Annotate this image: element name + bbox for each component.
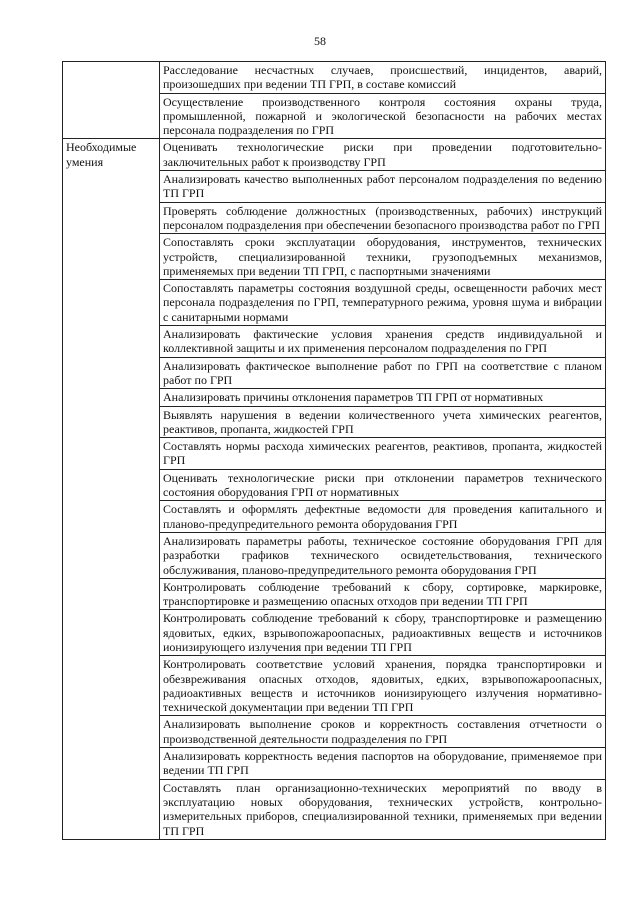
table-row [63,62,606,94]
row-text-cell: Выявлять нарушения в ведении количественного учета химических реагентов, реактивов, пропанта, жидкостей ГРП [160,406,606,438]
row-text-cell: Анализировать корректность ведения паспортов на оборудование, применяемое при ведении ТП ГРП [160,748,606,780]
row-text-cell: Сопоставлять параметры состояния воздушной среды, освещенности рабочих мест персонала подразделения по ГРП, температурного режима, уровня шума и вибрации с санитарными нормами [160,280,606,326]
row-text-cell: Контролировать соблюдение требований к сбору, сортировке, маркировке, транспортировке и размещению опасных отходов при ведении ТП ГРП [160,578,606,610]
table-row [63,139,606,171]
row-text-cell: Контролировать соблюдение требований к сбору, транспортировке и размещению ядовитых, едких, взрывопожароопасных, радиоактивных веществ и источников ионизирующего излучения при ведении ТП ГРП [160,610,606,656]
row-text-cell: Проверять соблюдение должностных (производственных, рабочих) инструкций персоналом подразделения при обеспечении безопасного производства работ по ГРП [160,202,606,234]
row-text-cell: Оценивать технологические риски при отклонении параметров технического состояния оборудования ГРП от нормативных [160,469,606,501]
row-text-cell: Осуществление производственного контроля состояния охраны труда, промышленной, пожарной и экологической безопасности на рабочих местах персонала подразделения по ГРП [160,93,606,139]
row-text-cell: Расследование несчастных случаев, происшествий, инцидентов, аварий, произошедших при ведении ТП ГРП, в составе комиссий [160,62,606,94]
requirements-table-body [63,62,606,840]
row-text-cell: Составлять нормы расхода химических реагентов, реактивов, пропанта, жидкостей ГРП [160,438,606,470]
row-text-cell: Оценивать технологические риски при проведении подготовительно-заключительных работ к производству ГРП [160,139,606,171]
page-number: 58 [314,34,326,48]
row-text-cell: Анализировать выполнение сроков и корректность составления отчетности о производственной деятельности подразделения по ГРП [160,716,606,748]
row-text-cell: Сопоставлять сроки эксплуатации оборудования, инструментов, технических устройств, специализированной техники, грузоподъемных механизмов, применяемых при ведении ТП ГРП, с паспортными значениями [160,234,606,280]
row-text-cell: Анализировать параметры работы, техническое состояние оборудования ГРП для разработки графиков технического освидетельствования, технического обслуживания, планово-предупредительного ремонта оборудования ГРП [160,532,606,578]
row-label-cell [63,62,160,139]
requirements-table [62,61,606,840]
row-label-cell: Необходимые умения [63,139,160,839]
row-text-cell: Составлять и оформлять дефектные ведомости для проведения капитального и планово-предупредительного ремонта оборудования ГРП [160,501,606,533]
row-text-cell: Анализировать причины отклонения параметров ТП ГРП от нормативных [160,389,606,406]
row-text-cell: Составлять план организационно-технических мероприятий по вводу в эксплуатацию новых оборудования, технических устройств, контрольно-измерительных приборов, специализированной техники, применяемых при ведении ТП ГРП [160,779,606,839]
row-text-cell: Анализировать фактическое выполнение работ по ГРП на соответствие с планом работ по ГРП [160,357,606,389]
row-text-cell: Анализировать качество выполненных работ персоналом подразделения по ведению ТП ГРП [160,171,606,203]
row-text-cell: Контролировать соответствие условий хранения, порядка транспортировки и обезвреживания опасных отходов, ядовитых, едких, взрывопожароопасных, радиоактивных веществ и источников ионизирующего излучения нормативно-технической документации при ведении ТП ГРП [160,656,606,716]
row-text-cell: Анализировать фактические условия хранения средств индивидуальной и коллективной защиты и их применения персоналом подразделения по ГРП [160,326,606,358]
